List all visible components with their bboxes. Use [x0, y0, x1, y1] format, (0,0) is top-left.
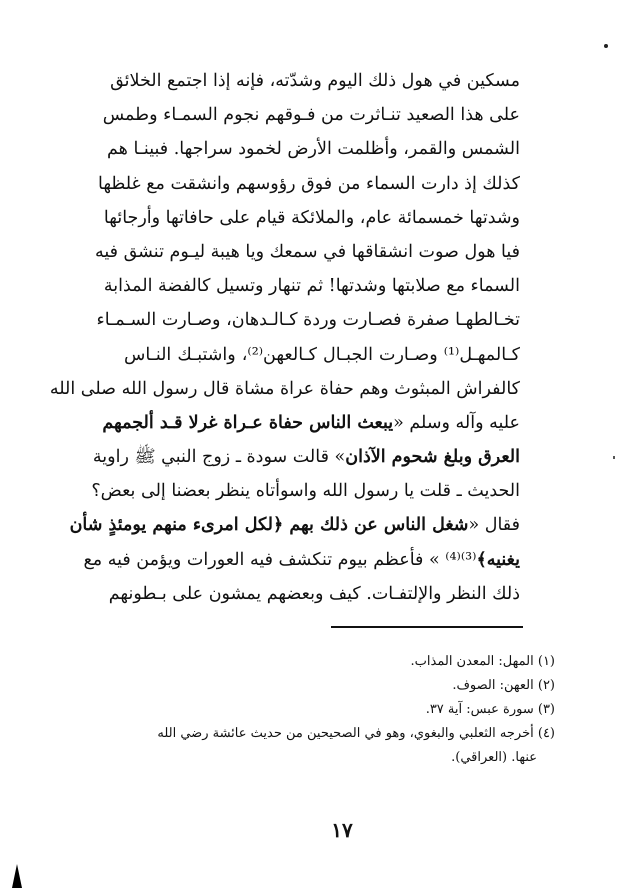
scan-speck: [613, 456, 615, 459]
footnote-continuation: عنها. (العراقي).: [451, 750, 537, 765]
text-line: وشدتها خمسمائة عام، والملائكة قيام على حافاتها وأرجائها: [103, 207, 520, 228]
text-line: [92, 440, 520, 474]
text-line: السماء مع صلابتها وشدتها! ثم تنهار وتسيل كالفضة المذابة: [103, 276, 520, 297]
text-line: على هذا الصعيد تنـاثرت من فـوقهم نجوم السمـاء وطمس: [102, 105, 520, 126]
text-segment: عليه وآله وسلم «: [393, 412, 520, 433]
footnote: (٤) أخرجه الثعلبي والبغوي، وهو في الصحيحين من حديث عائشة رضي الله: [157, 726, 555, 741]
footnote: (٢) العهن: الصوف.: [452, 678, 555, 693]
text-line: كالفراش المبثوث وهم حفاة عراة مشاة قال رسول الله صلى الله: [49, 378, 520, 399]
text-line: ذلك النظر والإلتفـات. كيف وبعضهم يمشون على بـطونهم: [108, 583, 520, 604]
scan-speck: [604, 44, 608, 48]
footnote: (١) المهل: المعدن المذاب.: [410, 654, 555, 669]
text-line: [102, 406, 520, 440]
footnote-divider: [331, 626, 523, 628]
text-segment: » قالت سودة ـ زوج النبي ﷺ راوية: [92, 447, 346, 468]
footnote: (٣) سورة عبس: آية ٣٧.: [425, 702, 555, 717]
text-line: الشمس والقمر، وأظلمت الأرض لخمود سراجها. فبينـا هم: [107, 139, 520, 160]
page-number: ١٧: [331, 818, 353, 842]
text-segment: ⁽³⁾⁽⁴⁾ » فأعظم بيوم تنكشف فيه العورات ويؤمن فيه مع: [83, 549, 477, 570]
text-line: الحديث ـ قلت يا رسول الله واسوأتاه ينظر بعضنا إلى بعض؟: [91, 481, 520, 502]
hadith-quote: العرق وبلغ شحوم الآذان: [345, 447, 520, 468]
corner-mark: [12, 864, 22, 888]
text-line: مسكين في هول ذلك اليوم وشدّته، فإنه إذا اجتمع الخلائق: [110, 71, 520, 91]
text-line: كـالمهـل⁽¹⁾ وصـارت الجبـال كـالعهن⁽²⁾، واشتبـك النـاس: [124, 344, 520, 365]
body-text: [49, 64, 520, 611]
text-line: تخـالطهـا صفرة فصـارت وردة كـالـدهان، وصـارت السـمـاء: [96, 310, 520, 331]
text-line: كذلك إذ دارت السماء من فوق رؤوسهم وانشقت مع غلظها: [97, 173, 520, 194]
text-line: فيا هول صوت انشقاقها في سمعك ويا هيبة ليـوم تنشق فيه: [94, 241, 520, 262]
text-segment: فقال «: [468, 515, 520, 536]
text-line: [83, 543, 520, 577]
hadith-quote: يبعث الناس حفاة عـراة غرلا قـد ألجمهم: [102, 412, 394, 433]
hadith-quote: شغل الناس عن ذلك بهم ﴿لكل امرىء منهم يومئذٍ شأن: [69, 515, 469, 536]
hadith-quote: يغنيه﴾: [476, 549, 520, 570]
footnotes: [118, 650, 555, 770]
text-line: [69, 508, 520, 542]
